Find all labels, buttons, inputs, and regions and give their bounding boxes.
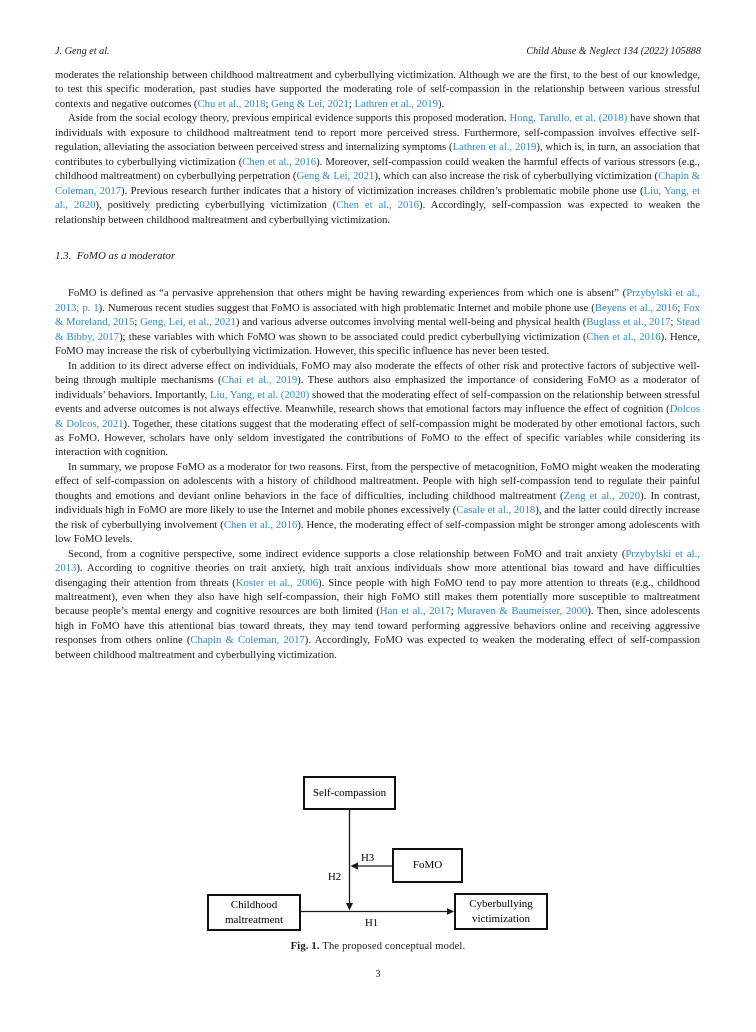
citation-link[interactable]: Chai et al., 2019 bbox=[221, 374, 298, 387]
article-body bbox=[55, 68, 700, 662]
paragraph: FoMO is defined as “a pervasive apprehension that others might be having rewarding experiences from which one is absent” (Przybylski et al., 2013; p. 1). Numerous recent studies suggest that FoMO is associated with high problematic Internet and mobile phone use (Beyens et al., 2016; Fox & Moreland, 2015; Geng, Lei, et al., 2021) and various adverse outcomes involving mental well-being and physical health (Buglass et al., 2017; Stead & Bibby, 2017); these variables with which FoMO was shown to be associated could predict cyberbullying victimization (Chen et al., 2016). Hence, FoMO may increase the risk of cyberbullying victimization. However, this specific influence has never been tested. bbox=[55, 287, 700, 358]
box-self-compassion bbox=[303, 776, 396, 810]
section-heading: 1.3. FoMO as a moderator bbox=[55, 249, 176, 262]
citation-link[interactable]: Przybylski et al., 2013; p. 1 bbox=[55, 287, 700, 314]
path-label-h2: H2 bbox=[328, 871, 342, 883]
citation-link[interactable]: Liu, Yang, et al. (2020) bbox=[210, 388, 310, 401]
running-head-author: J. Geng et al. bbox=[55, 46, 110, 57]
box-fomo bbox=[392, 848, 463, 883]
arrow-h2-head bbox=[346, 903, 353, 911]
running-head-journal: Child Abuse & Neglect 134 (2022) 105888 bbox=[526, 46, 701, 57]
citation-link[interactable]: Koster et al., 2006 bbox=[235, 576, 319, 589]
citation-link[interactable]: Chen et al., 2016 bbox=[242, 155, 317, 168]
citation-link[interactable]: Buglass et al., 2017 bbox=[586, 316, 671, 329]
citation-link[interactable]: Stead & Bibby, 2017 bbox=[55, 316, 700, 343]
figure-caption-text: The proposed conceptual model. bbox=[319, 941, 466, 952]
citation-link[interactable]: Chapin & Coleman, 2017 bbox=[190, 634, 305, 647]
path-label-h1: H1 bbox=[365, 917, 379, 929]
citation-link[interactable]: Liu, Yang, et al., 2020 bbox=[55, 184, 700, 212]
path-label-h3: H3 bbox=[361, 852, 375, 864]
citation-link[interactable]: Geng & Lei, 2021 bbox=[296, 170, 375, 183]
citation-link[interactable]: Chu et al., 2018 bbox=[197, 97, 266, 110]
citation-link[interactable]: Lathren et al., 2019 bbox=[354, 97, 438, 110]
citation-link[interactable]: Beyens et al., 2016 bbox=[594, 301, 678, 314]
box-self-compassion-label: Self-compassion bbox=[312, 786, 387, 799]
paragraph: moderates the relationship between childhood maltreatment and cyberbullying victimization. Although we are the first, to the best of our knowledge, to test this specific moderation, past studies have supported the moderating role of self-compassion in the relationship between various stressful contexts and negative outcomes (Chu et al., 2018; Geng & Lei, 2021; Lathren et al., 2019). bbox=[55, 69, 700, 110]
arrow-h3-head bbox=[351, 862, 359, 869]
citation-link[interactable]: Hong, Tarullo, et al. (2018) bbox=[509, 112, 628, 125]
page-number: 3 bbox=[375, 969, 381, 980]
box-childhood-maltreatment bbox=[207, 894, 301, 931]
box-fomo-label: FoMO bbox=[412, 859, 443, 872]
citation-link[interactable]: Chapin & Coleman, 2017 bbox=[55, 170, 700, 197]
paragraph: Aside from the social ecology theory, previous empirical evidence supports this proposed moderation. Hong, Tarullo, et al. (2018) have shown that individuals with exposure to childhood maltreatment tend to report more perceived stress. Furthermore, self-compassion involves effective self-regulation, alleviating the association between perceived stress and internalizing symptoms (Lathren et al., 2019), which is, in turn, an association that contributes to cyberbullying victimization (Chen et al., 2016). Moreover, self-compassion could weaken the harmful effects of various stressors (e.g., childhood maltreatment) on cyberbullying perpetration (Geng & Lei, 2021), which can also increase the risk of cyberbullying victimization (Chapin & Coleman, 2017). Previous research further indicates that a history of victimization increases children’s problematic mobile phone use (Liu, Yang, et al., 2020), positively predicting cyberbullying victimization (Chen et al., 2016). Accordingly, self-compassion was expected to weaken the relationship between childhood maltreatment and cyberbullying victimization. bbox=[55, 112, 701, 226]
citation-link[interactable]: Geng & Lei, 2021 bbox=[271, 97, 349, 110]
box-cyberbullying-victimization-label: Cyberbullying victimization bbox=[469, 898, 533, 925]
citation-link[interactable]: Geng, Lei, et al., 2021 bbox=[140, 316, 236, 329]
citation-link[interactable]: Zeng et al., 2020 bbox=[563, 489, 641, 502]
citation-link[interactable]: Chen et al., 2016 bbox=[336, 199, 420, 212]
paragraph: In addition to its direct adverse effect on individuals, FoMO may also moderate the effects of other risk and protective factors of subjective well-being through multiple mechanisms (Chai et al., 2019). These authors also emphasized the importance of considering FoMO as a moderator of individuals’ behaviors. Importantly, Liu, Yang, et al. (2020) showed that the moderating effect of self-compassion on the relationship between stressful events and adverse outcomes is not always effective. Meanwhile, research shows that emotional factors may influence the effect of cognition (Dolcos & Dolcos, 2021). Together, these citations suggest that the moderating effect of self-compassion might be moderated by other emotional factors, such as FoMO. However, scholars have only seldom investigated the contributions of FoMO to the effect of specific variables while considering its interaction with cognition. bbox=[55, 359, 701, 459]
box-childhood-maltreatment-label: Childhood maltreatment bbox=[224, 899, 284, 926]
paragraph: Second, from a cognitive perspective, some indirect evidence supports a close relationship between FoMO and trait anxiety (Przybylski et al., 2013). According to cognitive theories on trait anxiety, high trait anxious individuals show more attentional bias toward and have difficulties disengaging their attention from threats (Koster et al., 2006). Since people with high FoMO tend to pay more attention to threats (e.g., childhood maltreatment), even when they also have high self-compassion, their high FoMO still makes them potentially more susceptible to maltreatment because people’s mental energy and cognitive resources are both limited (Han et al., 2017; Muraven & Baumeister, 2000). Then, since adolescents high in FoMO have this attentional bias toward threats, they may tend toward performing aggressive behaviors online and receiving aggressive responses from others online (Chapin & Coleman, 2017). Accordingly, FoMO was expected to weaken the moderating effect of self-compassion between childhood maltreatment and cyberbullying victimization. bbox=[55, 547, 701, 661]
running-head bbox=[55, 46, 701, 57]
citation-link[interactable]: Han et al., 2017 bbox=[379, 605, 451, 618]
figure-caption-label: Fig. 1. bbox=[290, 941, 320, 952]
citation-link[interactable]: Przybylski et al., 2013 bbox=[55, 547, 700, 575]
citation-link[interactable]: Lathren et al., 2019 bbox=[452, 141, 537, 154]
arrow-h1-head bbox=[447, 908, 454, 915]
citation-link[interactable]: Casale et al., 2018 bbox=[456, 504, 536, 517]
citation-link[interactable]: Muraven & Baumeister, 2000 bbox=[457, 605, 588, 618]
citation-link[interactable]: Dolcos & Dolcos, 2021 bbox=[55, 403, 700, 430]
citation-link[interactable]: Chen et al., 2016 bbox=[586, 330, 661, 343]
figure-caption bbox=[0, 941, 756, 952]
citation-link[interactable]: Fox & Moreland, 2015 bbox=[55, 301, 700, 329]
citation-link[interactable]: Chen et al., 2016 bbox=[223, 518, 298, 531]
box-cyberbullying-victimization bbox=[454, 893, 548, 930]
paragraph: In summary, we propose FoMO as a moderator for two reasons. First, from the perspective of metacognition, FoMO might weaken the moderating effect of self-compassion on adolescents with a history of childhood maltreatment. People with high self-compassion tend to regulate their painful thoughts and emotions and deviant online behaviors in the face of difficulties, including childhood maltreatment (Zeng et al., 2020). In contrast, individuals high in FoMO are more likely to use the Internet and mobile phones excessively (Casale et al., 2018), and the latter could directly increase the risk of cyberbullying involvement (Chen et al., 2016). Hence, the moderating effect of self-compassion might be stronger among adolescents with low FoMO levels. bbox=[55, 460, 701, 546]
